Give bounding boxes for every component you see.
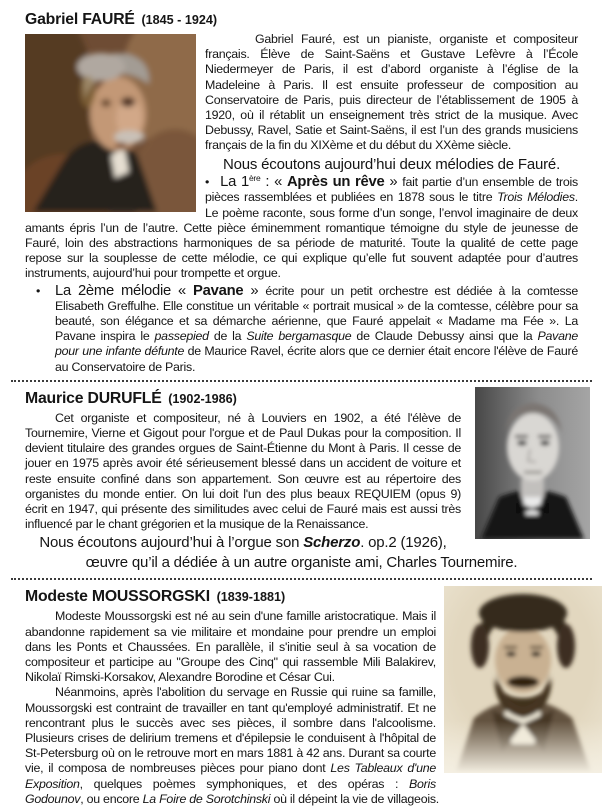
faure-bullet1-text: La 1ère : « Après un rêve » fait partie d’un ensemble de trois pièces rassemblées et publiées en 1878 sous le titre Trois Mélodies. Le poème raconte, sous forme d’un songe, l’envol imaginaire de deux amants épris l’un de l’autre. Cette pièce éminemment romantique témoigne du style de jeunesse de Fauré, loin des abstractions harmoniques de sa période de maturité. Toute la qualité de cette page repose sur la souplesse de cette mélodie, ce qui explique qu’elle fut souvent adaptée pour d’autres instruments, aujourd’hui pour trompette et orgue. (25, 173, 578, 281)
durufle-name: Maurice DURUFLÉ (25, 389, 162, 407)
section-divider-dotted (11, 578, 592, 580)
durufle-listen-line-1: Nous écoutons aujourd’hui à l’orgue son Scherzo. op.2 (1926), (39, 534, 447, 552)
faure-bullet2-text: La 2ème mélodie « Pavane » écrite pour un petit orchestre est dédiée à la comtesse Elisabeth Greffulhe. Elle constitue un véritable « portrait musical » de la comtesse, célèbre pour sa beauté, son élégance et sa démarche aérienne, que Fauré appelait « Madame ma Fée ». La Pavane inspira le passepied de la Suite bergamasque de Claude Debussy ainsi que la Pavane pour une infante défunte de Maurice Ravel, écrite alors que ce dernier était encore l'élève de Fauré au Conservatoire de Paris. (55, 282, 579, 374)
faure-dates: (1845 - 1924) (141, 13, 218, 27)
moussorgski-dates: (1839-1881) (216, 590, 286, 605)
bullet-icon: • (205, 175, 210, 190)
moussorgski-paragraph-1: Modeste Moussorgski est né au sein d'une famille aristocratique. Mais il abandonne rapidement sa vie militaire et mondaine pour prendre un emploi dans les Ponts et Chaussées. En parallèle, il s'initie seul à sa vocation de compositeur et participe au "Groupe des Cinq" qui rassemble Mili Balakirev, Nikolaï Rimski-Korsakov, Alexandre Borodine et César Cui. (25, 609, 436, 685)
durufle-bio-paragraph: Cet organiste et compositeur, né à Louviers en 1902, a été l'élève de Tournemire, Vierne et Gigout pour l'orgue et de Paul Dukas pour la composition. Il devient titulaire des grandes orgues de Saint-Étienne du Mont à Paris. Il cesse de jouer en 1975 après avoir été sérieusement blessé dans un accident de voiture et reste ensuite confiné dans son appartement. Son œuvre est au répertoire des organistes du monde entier. On lui doit l'un des plus beaux REQUIEM (opus 9) écrit en 1947, qui présente des similitudes avec celui de Fauré mais est aussi très influencé par le chant grégorien et la musique de la Renaissance. (25, 410, 461, 532)
section-durufle (25, 386, 578, 574)
faure-listen-line: Nous écoutons aujourd’hui deux mélodies de Fauré. (222, 155, 561, 173)
moussorgski-portrait-image (444, 586, 602, 773)
moussorgski-paragraph-2: Néanmoins, après l'abolition du servage en Russie qui ruine sa famille, Moussorgski est contraint de travailler en tant qu'employé administratif. Et ne rencontrant plus le succès avec ses pièces, il sombre dans l'alcoolisme. Plusieurs crises de delirium tremens et d'épilepsie le conduisent à l'hôpital de St-Petersburg où on le retrouve mort en mars 1881 à 42 ans. Durant sa courte vie, il composa de nombreuses pièces pour piano dont Les Tableaux d'une Exposition, quelques poèmes symphoniques, et des opéras : Boris Godounov, ou encore La Foire de Sorotchinski où il dépeint la vie de villageois. (25, 685, 439, 806)
section-divider-dotted (11, 380, 592, 382)
faure-bullet-pavane (25, 284, 578, 375)
durufle-portrait-image (475, 387, 590, 539)
durufle-listen-line-2: œuvre qu’il a dédiée à un autre organiste ami, Charles Tournemire. (85, 553, 518, 571)
faure-bio-paragraph: Gabriel Fauré, est un pianiste, organiste et compositeur français. Élève de Saint-Saëns et Gustave Lefèvre à l’École Niedermeyer de Paris, il est d’abord organiste à l’église de la Madeleine à Paris. Il est ensuite professeur de composition au Conservatoire de Paris, puis directeur de l’établissement de 1905 à 1920, où il rétablit un enseignement très strict de la musique. Avec Debussy, Ravel, Satie et Saint-Saëns, il est l’un des grands musiciens français de la fin du XIXème et du début du XXème siècle. (205, 32, 578, 153)
moussorgski-name: Modeste MOUSSORGSKI (25, 588, 210, 606)
faure-heading (25, 7, 578, 30)
faure-body (25, 32, 578, 375)
durufle-dates: (1902-1986) (168, 391, 237, 406)
faure-name: Gabriel FAURÉ (25, 11, 135, 28)
bullet-icon: • (36, 283, 41, 298)
section-moussorgski (25, 584, 578, 807)
section-faure (25, 7, 578, 375)
faure-portrait-image (25, 34, 196, 212)
